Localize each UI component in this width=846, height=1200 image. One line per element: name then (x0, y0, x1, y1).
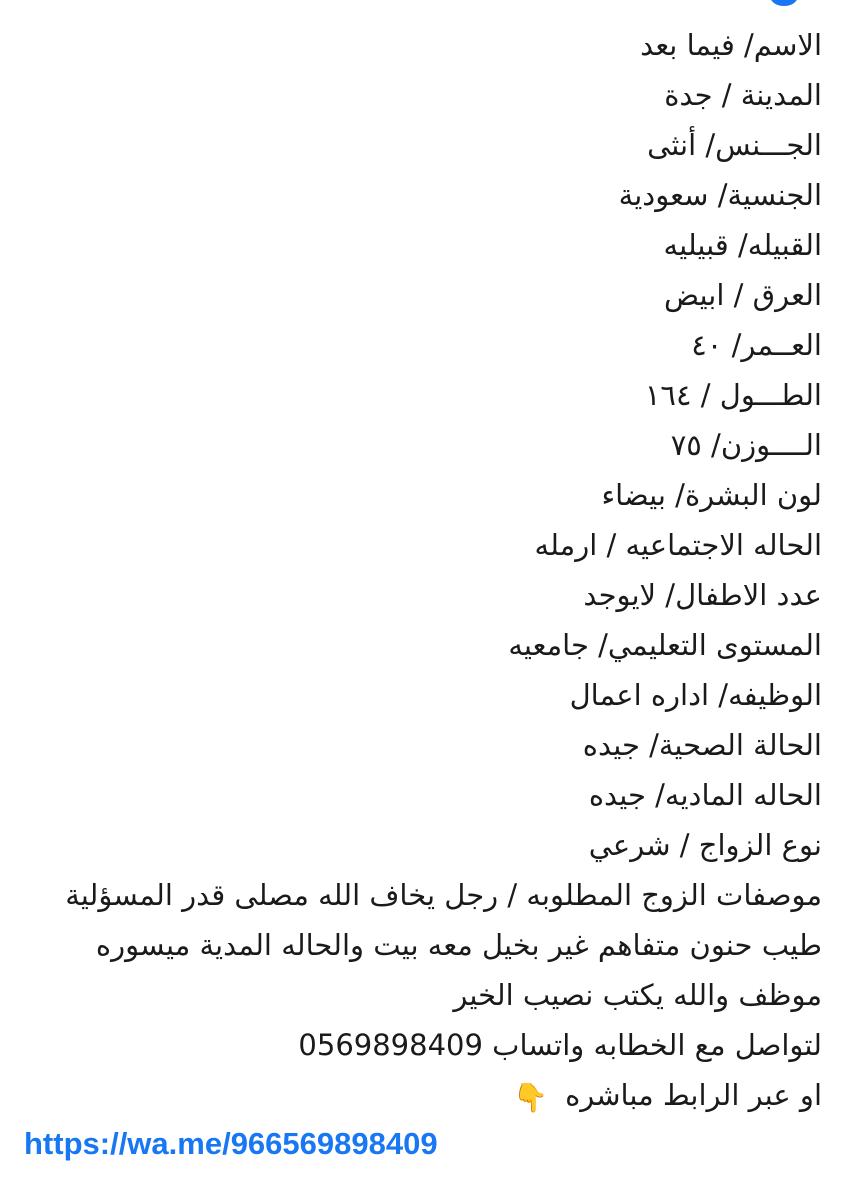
profile-line-skin-color: لون البشرة/ بيضاء (601, 478, 822, 512)
profile-line-job: الوظيفه/ اداره اعمال (569, 678, 822, 712)
profile-line-tribe: القبيله/ قبيليه (663, 228, 822, 262)
profile-line-race: العرق / ابيض (664, 278, 822, 312)
profile-line-gender: الجـــنس/ أنثى (647, 128, 822, 162)
whatsapp-link[interactable]: https://wa.me/966569898409 (24, 1126, 438, 1161)
phone-number[interactable]: 0569898409 (298, 1028, 483, 1062)
contact-line (20, 1020, 822, 1070)
contact-text: لتواصل مع الخطابه واتساب (492, 1028, 822, 1062)
profile-line-children: عدد الاطفال/ لايوجد (583, 578, 822, 612)
link-prompt-text: او عبر الرابط مباشره (565, 1078, 822, 1112)
profile-line-marriage-type: نوع الزواج / شرعي (588, 828, 822, 862)
post-body (20, 20, 822, 1120)
profile-line-education: المستوى التعليمي/ جامعيه (508, 628, 822, 662)
profile-line-city: المدينة / جدة (664, 78, 822, 112)
profile-line-nationality: الجنسية/ سعودية (618, 178, 822, 212)
profile-line-health: الحالة الصحية/ جيده (582, 728, 822, 762)
profile-line-financial: الحاله الماديه/ جيده (588, 778, 822, 812)
requirements-line-3: موظف والله يكتب نصيب الخير (453, 978, 822, 1012)
profile-line-weight: الــــوزن/ ٧٥ (670, 428, 822, 462)
requirements-line-2: طيب حنون متفاهم غير بخيل معه بيت والحاله المدية ميسوره (95, 928, 822, 962)
link-prompt-line (20, 1070, 822, 1120)
pointing-down-icon: 👇 (512, 1081, 548, 1114)
profile-line-name: الاسم/ فيما بعد (640, 28, 822, 62)
avatar-badge-fragment (770, 0, 798, 6)
profile-line-age: العــمر/ ٤٠ (691, 328, 822, 362)
profile-line-marital-status: الحاله الاجتماعيه / ارمله (534, 528, 822, 562)
profile-line-height: الطـــول / ١٦٤ (644, 378, 822, 412)
requirements-line-1: موصفات الزوج المطلوبه / رجل يخاف الله مصلى قدر المسؤلية (65, 878, 822, 912)
